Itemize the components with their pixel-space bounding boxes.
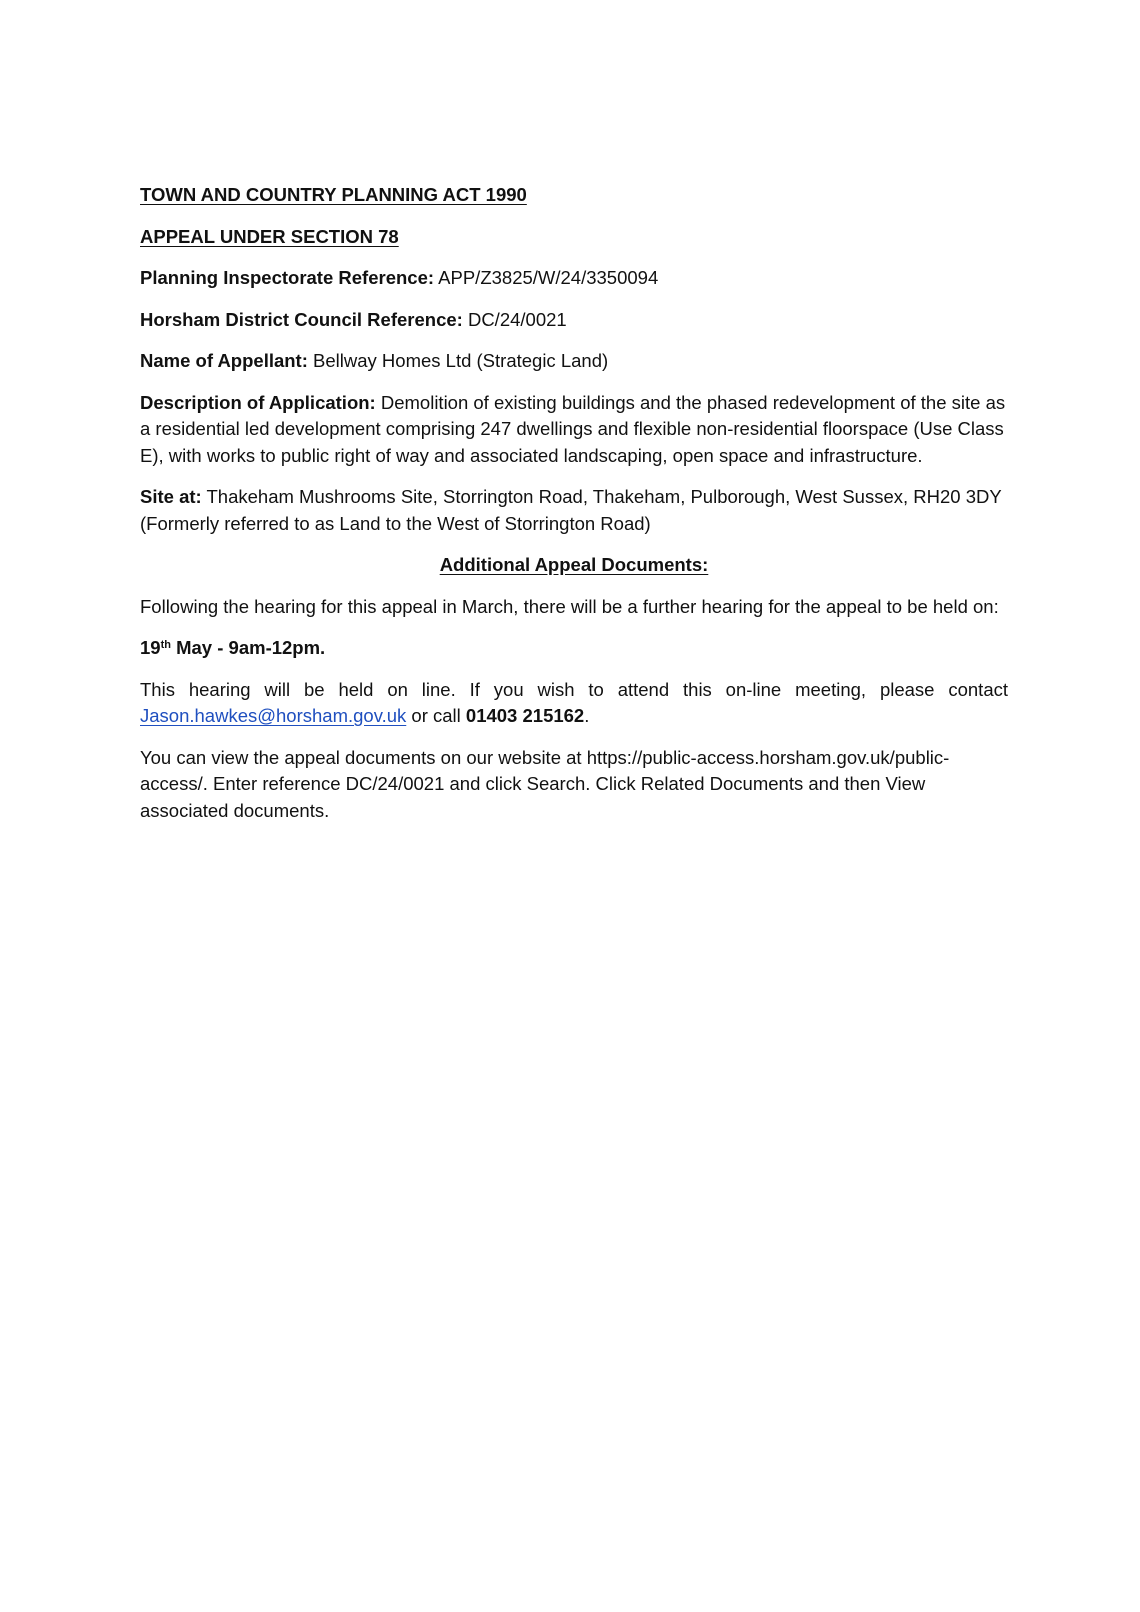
appellant-value: Bellway Homes Ltd (Strategic Land) (313, 350, 609, 371)
view-documents-info: You can view the appeal documents on our website at https://public-access.horsham.gov.uk/public-access/. Enter reference DC/24/0021 and click Search. Click Related Documents and then View associated documents. (140, 746, 950, 821)
site-address (140, 484, 1008, 537)
online-hearing-info (140, 677, 1008, 730)
council-ref-value: DC/24/0021 (467, 308, 567, 330)
online-text-2: or call (411, 705, 461, 726)
contact-phone: 01403 215162 (465, 705, 585, 726)
contact-email-link[interactable]: Jason.hawkes@horsham.gov.uk (140, 705, 407, 726)
appellant-name (140, 348, 1008, 375)
heading-planning-act: TOWN AND COUNTRY PLANNING ACT 1990 (140, 184, 527, 205)
heading-additional-documents: Additional Appeal Documents: (439, 554, 709, 575)
hearing-date (140, 635, 1008, 662)
hearing-intro: Following the hearing for this appeal in March, there will be a further hearing for the appeal to be held on: (140, 595, 999, 617)
heading-appeal-section: APPEAL UNDER SECTION 78 (140, 225, 399, 247)
online-text-1: This hearing will be held on line. If you wish to attend this on-line meeting, please contact (140, 678, 1008, 700)
description-label: Description of Application: (140, 391, 376, 413)
site-value: Thakeham Mushrooms Site, Storrington Road, Thakeham, Pulborough, West Sussex, RH20 3DY (Formerly referred to as Land to the West of Storrington Road) (140, 486, 1002, 534)
planning-inspectorate-reference (140, 265, 1008, 292)
site-label: Site at: (140, 486, 202, 507)
council-ref-label: Horsham District Council Reference: (140, 308, 463, 330)
description-value: Demolition of existing buildings and the phased redevelopment of the site as a residential led development comprising 247 dwellings and flexible non-residential floorspace (Use Class E), with works to public right of way and associated landscaping, open space and infrastructure. (140, 391, 1006, 466)
document-body (140, 182, 1008, 839)
hearing-time: May - 9am-12pm. (176, 637, 326, 658)
council-reference (140, 307, 1008, 334)
pins-ref-value: APP/Z3825/W/24/3350094 (438, 267, 659, 288)
online-text-end: . (584, 705, 590, 726)
hearing-day: 19 (140, 637, 161, 658)
pins-ref-label: Planning Inspectorate Reference: (140, 267, 435, 288)
application-description (140, 390, 1008, 470)
hearing-day-suffix: th (160, 639, 171, 651)
appellant-label: Name of Appellant: (140, 350, 308, 371)
